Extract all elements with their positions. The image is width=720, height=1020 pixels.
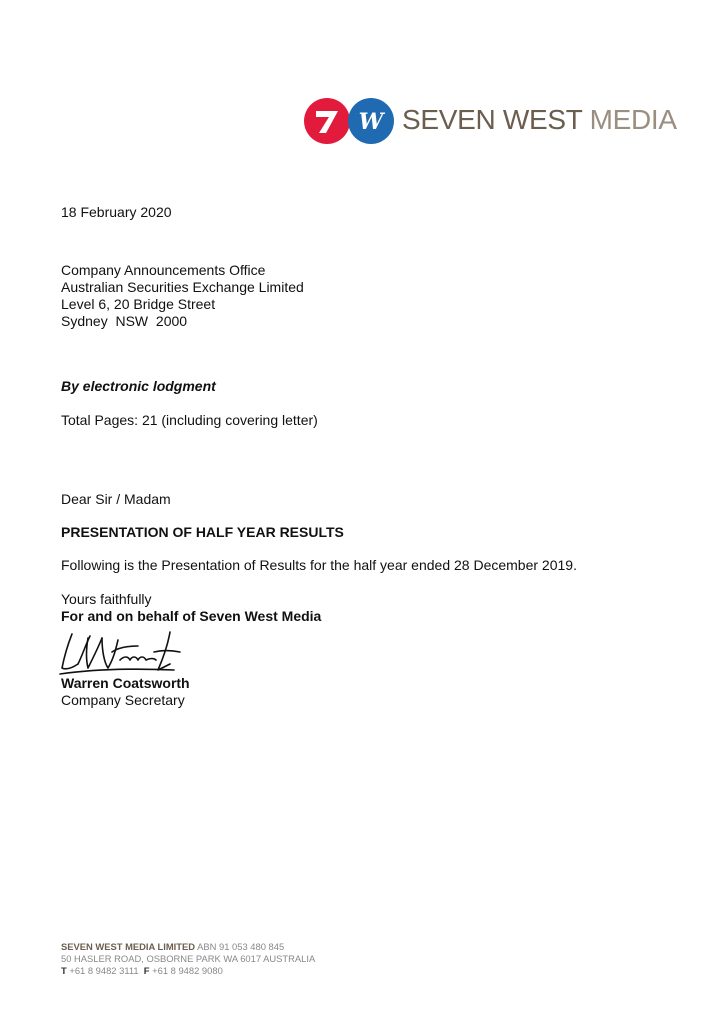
footer-company-line — [61, 941, 315, 953]
recipient-line-1: Company Announcements Office — [61, 262, 266, 278]
signature-image — [58, 630, 188, 678]
signatory-name: Warren Coatsworth — [61, 675, 190, 691]
footer-address: 50 HASLER ROAD, OSBORNE PARK WA 6017 AUSTRALIA — [61, 953, 316, 964]
lodgment-note: By electronic lodgment — [61, 378, 216, 394]
footer-contact-line — [61, 965, 315, 977]
footer — [61, 941, 315, 977]
subject-heading: PRESENTATION OF HALF YEAR RESULTS — [61, 524, 344, 540]
signatory-title: Company Secretary — [61, 692, 185, 708]
footer-abn: ABN 91 053 480 845 — [195, 941, 285, 952]
west-logo-icon — [348, 98, 394, 144]
footer-phone: +61 8 9482 3111 — [66, 965, 144, 976]
salutation: Dear Sir / Madam — [61, 491, 171, 507]
closing: Yours faithfully — [61, 591, 152, 607]
on-behalf-line: For and on behalf of Seven West Media — [61, 608, 322, 624]
footer-fax-label: F — [143, 965, 150, 976]
recipient-line-4: Sydney NSW 2000 — [61, 313, 188, 329]
footer-company: SEVEN WEST MEDIA LIMITED — [61, 941, 196, 952]
recipient-line-3: Level 6, 20 Bridge Street — [61, 296, 216, 312]
logo-wordmark — [402, 104, 677, 136]
body-paragraph: Following is the Presentation of Results for the half year ended 28 December 2019. — [61, 557, 577, 573]
logo-word-media: MEDIA — [589, 104, 677, 135]
seven-west-media-logo — [304, 98, 677, 144]
seven-logo-icon — [304, 98, 350, 144]
recipient-line-2: Australian Securities Exchange Limited — [61, 279, 304, 295]
logo-word-seven-west: SEVEN WEST — [402, 104, 583, 135]
letter-date: 18 February 2020 — [61, 204, 172, 220]
svg-text:W: W — [358, 109, 384, 135]
footer-fax: +61 8 9482 9080 — [149, 965, 223, 976]
footer-phone-label: T — [61, 965, 67, 976]
total-pages: Total Pages: 21 (including covering letter) — [61, 412, 318, 428]
